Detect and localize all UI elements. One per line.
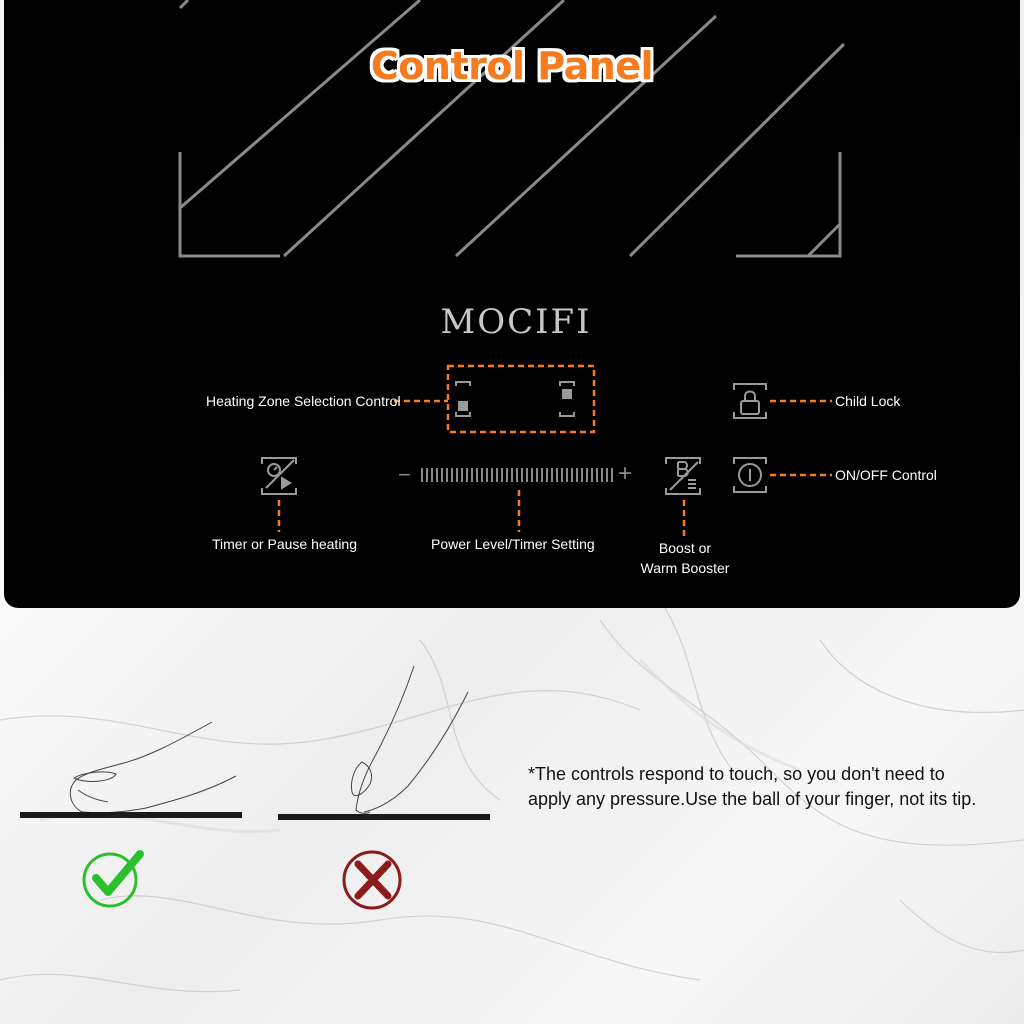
child-lock-label: Child Lock bbox=[835, 393, 901, 409]
boost-label-line2: Warm Booster bbox=[640, 560, 730, 576]
boost-label bbox=[630, 540, 740, 576]
touch-instruction-note: *The controls respond to touch, so you don't need to apply any pressure.Use the ball of your finger, not its tip. bbox=[528, 764, 977, 809]
slider-minus: − bbox=[398, 462, 411, 487]
slider-plus: + bbox=[618, 460, 633, 487]
heating-zone-label: Heating Zone Selection Control bbox=[206, 393, 401, 409]
page-title: Control Panel bbox=[370, 44, 654, 88]
on-off-label: ON/OFF Control bbox=[835, 467, 937, 483]
wrong-touch-illustration bbox=[278, 662, 494, 832]
boost-icon bbox=[666, 458, 700, 494]
correct-touch-illustration bbox=[16, 712, 246, 832]
child-lock-icon bbox=[734, 384, 766, 418]
brand-logo-text: MOCIFI bbox=[440, 302, 592, 342]
checkmark-icon bbox=[80, 846, 146, 912]
timer-icon bbox=[262, 458, 296, 494]
power-level-label: Power Level/Timer Setting bbox=[431, 536, 595, 552]
timer-pause-label: Timer or Pause heating bbox=[212, 536, 357, 552]
power-icon bbox=[734, 458, 766, 492]
cross-icon bbox=[340, 846, 406, 912]
heating-zone-highlight bbox=[448, 366, 594, 432]
boost-label-line1: Boost or bbox=[658, 540, 712, 556]
power-slider-ticks bbox=[422, 468, 612, 482]
